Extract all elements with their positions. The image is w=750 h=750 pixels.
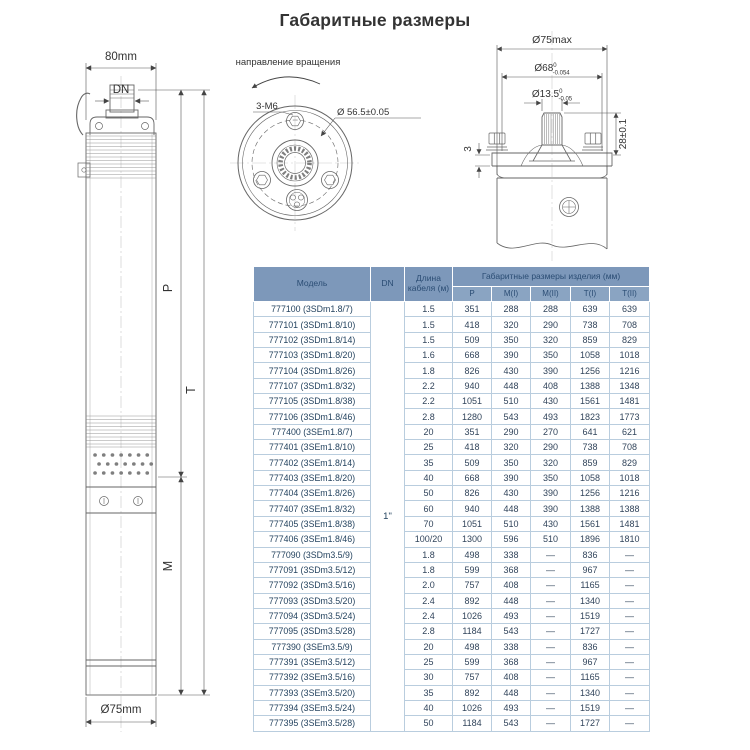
value-cell: — — [610, 654, 650, 669]
value-cell: — — [610, 547, 650, 562]
value-cell: 940 — [453, 501, 492, 516]
value-cell: 829 — [610, 455, 650, 470]
value-cell: 967 — [571, 654, 610, 669]
value-cell: 708 — [610, 317, 650, 332]
value-cell: — — [531, 639, 571, 654]
value-cell: 509 — [453, 455, 492, 470]
value-cell: 668 — [453, 470, 492, 485]
value-cell: 25 — [405, 654, 453, 669]
cable-clamp — [78, 163, 90, 177]
value-cell: 1773 — [610, 409, 650, 424]
value-cell: 351 — [453, 302, 492, 317]
value-cell: 1.8 — [405, 363, 453, 378]
value-cell: 320 — [531, 332, 571, 347]
model-cell: 777095 (3SDm3.5/28) — [254, 624, 371, 639]
value-cell: 1481 — [610, 394, 650, 409]
table-row — [254, 608, 650, 623]
value-cell: 50 — [405, 486, 453, 501]
shaft-diameter-label: Ø13.5$^0$ -0.05 — [531, 89, 573, 103]
table-row — [254, 363, 650, 378]
value-cell: 1727 — [571, 624, 610, 639]
table-row — [254, 409, 650, 424]
value-cell: 498 — [453, 639, 492, 654]
model-cell: 777094 (3SDm3.5/24) — [254, 608, 371, 623]
value-cell: 408 — [492, 578, 531, 593]
column-header-dimension: M(II) — [531, 287, 571, 302]
motor-length-label: M — [161, 560, 175, 572]
table-row — [254, 578, 650, 593]
value-cell: — — [531, 654, 571, 669]
value-cell: 20 — [405, 424, 453, 439]
value-cell: — — [531, 608, 571, 623]
value-cell: 100/20 — [405, 532, 453, 547]
value-cell: — — [610, 593, 650, 608]
diameter-dimension-label: Ø75mm — [100, 704, 142, 716]
table-row — [254, 654, 650, 669]
value-cell: 1165 — [571, 578, 610, 593]
value-cell: 1519 — [571, 608, 610, 623]
table-row — [254, 516, 650, 531]
table-row — [254, 593, 650, 608]
pump-length-label: P — [161, 283, 175, 293]
value-cell: 430 — [531, 394, 571, 409]
value-cell: — — [531, 593, 571, 608]
model-cell: 777107 (3SDm1.8/32) — [254, 378, 371, 393]
stud-bolt — [582, 133, 603, 150]
value-cell: — — [610, 639, 650, 654]
value-cell: 320 — [531, 455, 571, 470]
width-dimension-label: 80mm — [105, 51, 137, 63]
value-cell: 1216 — [610, 363, 650, 378]
hex-bolt — [254, 172, 271, 189]
value-cell: — — [531, 700, 571, 715]
model-cell: 777403 (3SEm1.8/20) — [254, 470, 371, 485]
value-cell: 408 — [492, 670, 531, 685]
model-cell: 777392 (3SEm3.5/16) — [254, 670, 371, 685]
value-cell: 967 — [571, 562, 610, 577]
table-row — [254, 470, 650, 485]
value-cell: — — [610, 624, 650, 639]
table-row — [254, 424, 650, 439]
value-cell: 418 — [453, 440, 492, 455]
value-cell: — — [531, 670, 571, 685]
table-row — [254, 547, 650, 562]
value-cell: 408 — [531, 378, 571, 393]
value-cell: 493 — [492, 608, 531, 623]
pump-side-view-drawing — [50, 40, 240, 750]
value-cell: 50 — [405, 716, 453, 731]
value-cell: 757 — [453, 670, 492, 685]
total-length-label: T — [184, 386, 198, 394]
column-header-dimension: T(II) — [610, 287, 650, 302]
value-cell: 1481 — [610, 516, 650, 531]
value-cell: 368 — [492, 654, 531, 669]
table-row — [254, 486, 650, 501]
value-cell: 1810 — [610, 532, 650, 547]
column-header-cable-length: Длина кабеля (м) — [405, 267, 453, 302]
value-cell: — — [610, 578, 650, 593]
value-cell: 836 — [571, 547, 610, 562]
model-cell: 777391 (3SEm3.5/12) — [254, 654, 371, 669]
value-cell: 892 — [453, 593, 492, 608]
value-cell: 1256 — [571, 363, 610, 378]
table-row — [254, 532, 650, 547]
value-cell: 708 — [610, 440, 650, 455]
value-cell: 270 — [531, 424, 571, 439]
value-cell: 1026 — [453, 608, 492, 623]
value-cell: 543 — [492, 409, 531, 424]
dn-value-cell: 1" — [371, 302, 405, 732]
value-cell: 1184 — [453, 624, 492, 639]
value-cell: — — [610, 716, 650, 731]
value-cell: 1051 — [453, 516, 492, 531]
rotation-arrow — [252, 77, 320, 88]
value-cell: 368 — [492, 562, 531, 577]
value-cell: 2.8 — [405, 624, 453, 639]
table-row — [254, 501, 650, 516]
hex-bolt — [322, 172, 339, 189]
model-cell: 777093 (3SDm3.5/20) — [254, 593, 371, 608]
value-cell: 448 — [492, 593, 531, 608]
value-cell: 430 — [492, 363, 531, 378]
table-row — [254, 317, 650, 332]
value-cell: 1896 — [571, 532, 610, 547]
rotation-caption: направление вращения — [235, 57, 341, 68]
value-cell: 448 — [492, 378, 531, 393]
motor-top-outline — [486, 113, 612, 249]
value-cell: 390 — [492, 470, 531, 485]
value-cell: 543 — [492, 716, 531, 731]
value-cell: 599 — [453, 562, 492, 577]
value-cell: 1388 — [571, 378, 610, 393]
table-row — [254, 624, 650, 639]
value-cell: 448 — [492, 685, 531, 700]
table-row — [254, 685, 650, 700]
value-cell: 510 — [531, 532, 571, 547]
value-cell: 418 — [453, 317, 492, 332]
value-cell: 599 — [453, 654, 492, 669]
column-header-dimension: P — [453, 287, 492, 302]
value-cell: 1018 — [610, 348, 650, 363]
collar-diameter-label: $Ø68^0$ -0.054 — [534, 63, 570, 77]
value-cell: 351 — [453, 424, 492, 439]
page-title: Габаритные размеры — [279, 10, 471, 30]
value-cell: 2.8 — [405, 409, 453, 424]
value-cell: 2.4 — [405, 593, 453, 608]
table-row — [254, 394, 650, 409]
model-cell: 777395 (3SEm3.5/28) — [254, 716, 371, 731]
value-cell: 829 — [610, 332, 650, 347]
table-row — [254, 302, 650, 317]
value-cell: 1.5 — [405, 332, 453, 347]
value-cell: 60 — [405, 501, 453, 516]
value-cell: 320 — [492, 440, 531, 455]
value-cell: 1388 — [571, 501, 610, 516]
value-cell: 1026 — [453, 700, 492, 715]
cable-guard — [77, 93, 90, 135]
value-cell: 668 — [453, 348, 492, 363]
value-cell: 892 — [453, 685, 492, 700]
value-cell: — — [610, 562, 650, 577]
value-cell: 288 — [492, 302, 531, 317]
value-cell: — — [531, 578, 571, 593]
value-cell: 350 — [531, 470, 571, 485]
height-dimension-label: 28±0.1 — [618, 118, 629, 150]
table-row — [254, 378, 650, 393]
value-cell: 1184 — [453, 716, 492, 731]
value-cell: 510 — [492, 516, 531, 531]
column-header-dimensions-group: Габаритные размеры изделия (мм) — [453, 267, 650, 287]
value-cell: 826 — [453, 363, 492, 378]
model-cell: 777092 (3SDm3.5/16) — [254, 578, 371, 593]
model-cell: 777105 (3SDm1.8/38) — [254, 394, 371, 409]
rotation-direction-view — [225, 48, 425, 240]
value-cell: 1561 — [571, 394, 610, 409]
value-cell: 738 — [571, 440, 610, 455]
value-cell: 1216 — [610, 486, 650, 501]
value-cell: 1058 — [571, 348, 610, 363]
model-cell: 777404 (3SEm1.8/26) — [254, 486, 371, 501]
max-diameter-label: Ø75max — [532, 34, 572, 46]
value-cell: — — [610, 685, 650, 700]
value-cell: 641 — [571, 424, 610, 439]
value-cell: 493 — [531, 409, 571, 424]
column-header-dn: DN — [371, 267, 405, 302]
value-cell: 1.8 — [405, 547, 453, 562]
outlet-dimension-label: DN — [112, 84, 130, 96]
value-cell: 859 — [571, 332, 610, 347]
value-cell: 1165 — [571, 670, 610, 685]
value-cell: 290 — [531, 440, 571, 455]
value-cell: 1.6 — [405, 348, 453, 363]
value-cell: 2.0 — [405, 578, 453, 593]
value-cell: 288 — [531, 302, 571, 317]
value-cell: 2.4 — [405, 608, 453, 623]
value-cell: 510 — [492, 394, 531, 409]
column-header-dimension: T(I) — [571, 287, 610, 302]
intake-holes — [95, 455, 152, 473]
table-row — [254, 639, 650, 654]
value-cell: 2.2 — [405, 394, 453, 409]
value-cell: 1340 — [571, 685, 610, 700]
value-cell: 1058 — [571, 470, 610, 485]
table-row — [254, 348, 650, 363]
value-cell: 1823 — [571, 409, 610, 424]
value-cell: 338 — [492, 639, 531, 654]
value-cell: 1727 — [571, 716, 610, 731]
value-cell: 1.5 — [405, 317, 453, 332]
value-cell: 430 — [531, 516, 571, 531]
value-cell: 25 — [405, 440, 453, 455]
value-cell: 1.5 — [405, 302, 453, 317]
bolt-circle-label: Ø 56.5±0.05 — [337, 107, 390, 118]
value-cell: 498 — [453, 547, 492, 562]
value-cell: 20 — [405, 639, 453, 654]
value-cell: — — [531, 624, 571, 639]
value-cell: 35 — [405, 455, 453, 470]
value-cell: 2.2 — [405, 378, 453, 393]
value-cell: 338 — [492, 547, 531, 562]
value-cell: 836 — [571, 639, 610, 654]
model-cell: 777406 (3SEm1.8/46) — [254, 532, 371, 547]
model-cell: 777390 (3SEm3.5/9) — [254, 639, 371, 654]
model-cell: 777101 (3SDm1.8/10) — [254, 317, 371, 332]
value-cell: 757 — [453, 578, 492, 593]
value-cell: 738 — [571, 317, 610, 332]
model-cell: 777393 (3SEm3.5/20) — [254, 685, 371, 700]
bolts-label: 3-М6 — [256, 101, 278, 112]
value-cell: 940 — [453, 378, 492, 393]
value-cell: 40 — [405, 470, 453, 485]
value-cell: 390 — [492, 348, 531, 363]
value-cell: 509 — [453, 332, 492, 347]
value-cell: 390 — [531, 501, 571, 516]
value-cell: — — [531, 547, 571, 562]
value-cell: 430 — [492, 486, 531, 501]
value-cell: 350 — [492, 455, 531, 470]
table-row — [254, 670, 650, 685]
value-cell: 493 — [492, 700, 531, 715]
value-cell: 1280 — [453, 409, 492, 424]
model-cell: 777407 (3SEm1.8/32) — [254, 501, 371, 516]
model-cell: 777401 (3SEm1.8/10) — [254, 440, 371, 455]
value-cell: 639 — [610, 302, 650, 317]
model-cell: 777394 (3SEm3.5/24) — [254, 700, 371, 715]
value-cell: 859 — [571, 455, 610, 470]
dimension-lines — [86, 63, 210, 727]
value-cell: 543 — [492, 624, 531, 639]
pump-body-outline — [77, 85, 156, 695]
table-row — [254, 562, 650, 577]
model-cell: 777104 (3SDm1.8/26) — [254, 363, 371, 378]
table-row — [254, 332, 650, 347]
value-cell: 290 — [492, 424, 531, 439]
column-header-dimension: M(I) — [492, 287, 531, 302]
value-cell: 35 — [405, 685, 453, 700]
value-cell: 1018 — [610, 470, 650, 485]
value-cell: 639 — [571, 302, 610, 317]
table-row — [254, 700, 650, 715]
value-cell: — — [531, 685, 571, 700]
value-cell: 1256 — [571, 486, 610, 501]
model-cell: 777103 (3SDm1.8/20) — [254, 348, 371, 363]
shaft-coupling-view — [445, 25, 650, 265]
value-cell: 70 — [405, 516, 453, 531]
model-cell: 777090 (3SDm3.5/9) — [254, 547, 371, 562]
value-cell: 1.8 — [405, 562, 453, 577]
value-cell: 30 — [405, 670, 453, 685]
value-cell: 826 — [453, 486, 492, 501]
value-cell: 40 — [405, 700, 453, 715]
model-cell: 777091 (3SDm3.5/12) — [254, 562, 371, 577]
value-cell: 1519 — [571, 700, 610, 715]
value-cell: 1388 — [610, 501, 650, 516]
value-cell: 350 — [492, 332, 531, 347]
value-cell: 1561 — [571, 516, 610, 531]
value-cell: — — [610, 670, 650, 685]
value-cell: 320 — [492, 317, 531, 332]
value-cell: — — [531, 562, 571, 577]
value-cell: 448 — [492, 501, 531, 516]
value-cell: 1300 — [453, 532, 492, 547]
model-cell: 777400 (3SEm1.8/7) — [254, 424, 371, 439]
model-cell: 777405 (3SEm1.8/38) — [254, 516, 371, 531]
value-cell: — — [531, 716, 571, 731]
model-cell: 777102 (3SDm1.8/14) — [254, 332, 371, 347]
value-cell: 621 — [610, 424, 650, 439]
table-row — [254, 440, 650, 455]
value-cell: 1051 — [453, 394, 492, 409]
gap-dimension-label: 3 — [463, 146, 474, 152]
value-cell: — — [610, 608, 650, 623]
value-cell: 350 — [531, 348, 571, 363]
value-cell: 1348 — [610, 378, 650, 393]
value-cell: 290 — [531, 317, 571, 332]
value-cell: 390 — [531, 363, 571, 378]
dimensions-table — [253, 266, 650, 732]
value-cell: 596 — [492, 532, 531, 547]
value-cell: 390 — [531, 486, 571, 501]
table-row — [254, 455, 650, 470]
table-row — [254, 716, 650, 731]
model-cell: 777106 (3SDm1.8/46) — [254, 409, 371, 424]
column-header-model: Модель — [254, 267, 371, 302]
value-cell: 1340 — [571, 593, 610, 608]
model-cell: 777100 (3SDm1.8/7) — [254, 302, 371, 317]
value-cell: — — [610, 700, 650, 715]
model-cell: 777402 (3SEm1.8/14) — [254, 455, 371, 470]
